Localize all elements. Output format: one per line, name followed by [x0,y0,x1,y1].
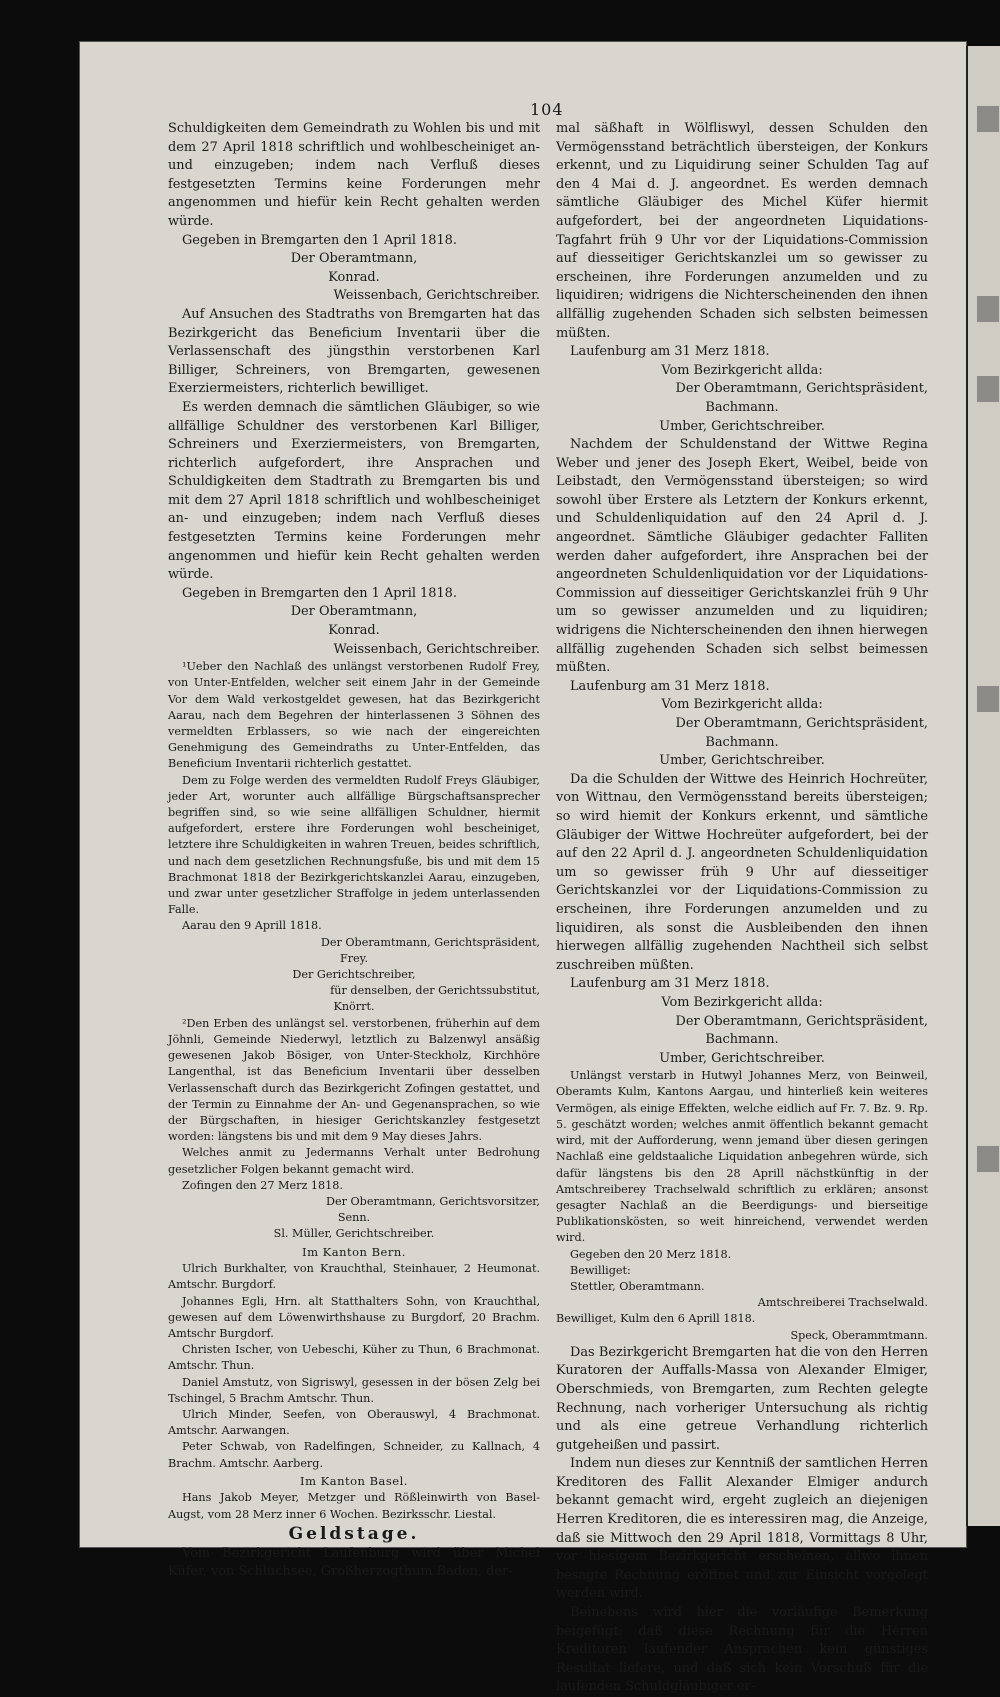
left-column-paragraph: Der Gerichtschreiber, [292,968,416,982]
right-column-paragraph: Laufenburg am 31 Merz 1818. [570,344,770,360]
right-column-paragraph: Der Oberamtmann, Gerichtspräsident, [675,716,928,731]
left-column-paragraph: ²Den Erben des unlängst sel. verstorbenen, früherhin auf dem Jöhnli, Gemeinde Niederwyl, letztlich zu Balzenwyl ansäßig gewesenen Jakob Bösiger, von Unter-Steckholz, Kirchhöre Langenthal, ist das Beneficium Inventarii über desselben Verlassenschaft durch das Bezirkgericht Zofingen gestattet, und der Termin zu Einnahme der An- und Gegenansprachen, so wie der Bürgschaften, in hiesiger Gerichtskanzley festgesetzt worden: längstens bis und mit dem 9 May dieses Jahrs. [168,1016,540,1144]
left-column-paragraph: Hans Jakob Meyer, Metzger und Rößleinwirth von Basel-Augst, vom 28 Merz inner 6 Wochen. Bezirksschr. Liestal. [168,1491,540,1521]
left-column-paragraph: Aarau den 9 Aprill 1818. [182,919,322,933]
left-column-paragraph: Gegeben in Bremgarten den 1 April 1818. [182,585,457,601]
right-column-paragraph: Vom Bezirkgericht allda: [661,994,823,1010]
left-column-paragraph: Daniel Amstutz, von Sigriswyl, gesessen in der bösen Zelg bei Tschingel, 5 Brachm Amtschr. Thun. [168,1375,540,1405]
right-column-paragraph: Speck, Oberammtmann. [790,1328,928,1342]
left-column-paragraph: für denselben, der Gerichtssubstitut, [330,984,540,998]
right-column-paragraph: Der Oberamtmann, Gerichtspräsident, [675,1013,928,1029]
right-column-paragraph: Da die Schulden der Wittwe des Heinrich Hochreüter, von Wittnau, den Vermögensstand bereits übersteigen; so wird hiemit der Konkurs erkennt, und sämtliche Gläubiger der Wittwe Hochreüter aufgefordert, bei der auf den 22 April d. J. angeordneten Schuldenliquidation um so gewisser früh 9 Uhr auf diesseitiger Gerichtskanzlei vor der Liquidations-Commission zu erscheinen, ihre Forderungen anzumelden und zu liquidiren, als sonst die Ausbleibenden den ihnen hierwegen allfällig zugehenden Nachtheil sich selbst zuschreiben müßten. [556,771,928,973]
left-column-paragraph: ¹Ueber den Nachlaß des unlängst verstorbenen Rudolf Frey, von Unter-Entfelden, welcher seit einem Jahr in der Gemeinde Vor dem Wald verkostgeldet gewesen, hat das Bezirkgericht Aarau, nach dem Begehren der hinterlassenen 3 Söhnen des vermeldten Erblassers, so wie nach der eingereichten Genehmigung des Gemeindraths zu Unter-Entfelden, das Beneficium Inventarii richterlich gestattet. [168,660,540,771]
left-column-paragraph: Weissenbach, Gerichtschreiber. [333,641,540,657]
strip-mark [977,686,999,712]
left-column-paragraph: Vom Bezirkgericht Laufenburg wird über Michel Küfer, von Schluchsee, Großherzogthum Baden, der- [168,1545,540,1580]
left-column-paragraph: Im Kanton Bern. [302,1244,406,1259]
left-column-paragraph: Ulrich Minder, Seefen, von Oberauswyl, 4 Brachmonat. Amtschr. Aarwangen. [168,1407,540,1438]
right-column-paragraph: Umber, Gerichtschreiber. [659,1050,825,1066]
left-column-paragraph: Im Kanton Basel. [300,1473,408,1488]
left-column-paragraph: Knörrt. [333,1000,375,1014]
right-column-paragraph: Gegeben den 20 Merz 1818. [570,1247,732,1261]
right-column-paragraph: mal säßhaft in Wölfliswyl, dessen Schulden den Vermögensstand beträchtlich übersteigen, der Konkurs erkennt, und zu Liquidirung seiner Schulden Tag auf den 4 Mai d. J. angeordnet. Es werden demnach sämtliche Gläubiger des Michel Küfer hiermit aufgefordert, bei der angeordneten Liquidations-Tagfahrt früh 9 Uhr vor der Liquidations-Commission auf diesseitiger Gerichtskanzlei um so gewisser zu erscheinen, ihre Forderungen anzumelden und zu liquidiren; widrigens die Nichterscheinenden den ihnen allfällig zugehenden Schaden sich selbsten beimessen müßten. [556,121,928,341]
left-column-paragraph: Ulrich Burkhalter, von Krauchthal, Steinhauer, 2 Heumonat. Amtschr. Burgdorf. [168,1262,540,1292]
left-column-paragraph: Der Oberamtmann, Gerichtsvorsitzer, [326,1194,540,1208]
right-column-paragraph: Bachmann. [705,1032,779,1048]
left-column-paragraph: Der Oberamtmann, [290,604,418,620]
right-column-paragraph: Bewilliget: [570,1263,631,1277]
adjacent-page-edge [966,46,1000,1526]
right-column-paragraph: Vom Bezirkgericht allda: [661,362,823,378]
right-column-paragraph: Vom Bezirkgericht allda: [661,697,823,713]
left-column-paragraph: Frey. [339,951,369,965]
strip-mark [977,106,999,132]
left-column-paragraph: Geldstage. [288,1523,420,1544]
strip-mark [977,296,999,322]
left-column-paragraph: Sl. Müller, Gerichtschreiber. [273,1227,435,1241]
left-column-paragraph: Dem zu Folge werden des vermeldten Rudolf Freys Gläubiger, jeder Art, worunter auch allfällige Bürgschaftsansprecher begriffen sind, so wie seine allfälligen Schuldner, hiermit aufgefordert, erstere ihre Forderungen wohl bescheiniget, letztere ihre Schuldigkeiten in wahren Treuen, beides schriftlich, und nach dem gesetzlichen Rechnungsfuße, bis und mit dem 15 Brachmonat 1818 der Bezirkgerichtskanzlei Aarau, einzugeben, und zwar unter gesetzlicher Straffolge in jedem unterlassenden Falle. [168,773,540,917]
left-column-paragraph: Christen Ischer, von Uebeschi, Küher zu Thun, 6 Brachmonat. Amtschr. Thun. [168,1343,540,1373]
left-column-paragraph: Peter Schwab, von Radelfingen, Schneider, zu Kallnach, 4 Brachm. Amtschr. Aarberg. [168,1440,540,1470]
right-column-paragraph: Stettler, Oberamtmann. [570,1279,705,1293]
strip-mark [977,1146,999,1172]
left-column-paragraph: Es werden demnach die sämtlichen Gläubiger, so wie allfällige Schuldner des verstorbenen Karl Billiger, Schreiners und Exerziermeisters, von Bremgarten, richterlich aufgefordert, ihre Ansprachen und Schuldigkeiten dem Stadtrath zu Bremgarten bis und mit dem 27 April 1818 schriftlich und wohlbescheiniget an- und einzugeben; indem nach Verfluß dieses festgesetzten Termins keine Forderungen mehr angenommen und hiefür kein Recht gehalten werden würde. [168,399,540,583]
left-column-paragraph: Der Oberamtmann, Gerichtspräsident, [320,935,540,949]
left-column-paragraph: Weissenbach, Gerichtschreiber. [333,288,540,304]
right-column-paragraph: Indem nun dieses zur Kenntniß der samtlichen Herren Kreditoren des Fallit Alexander Elmiger andurch bekannt gemacht wird, ergeht zugleich an diejenigen Herren Kreditoren, die es interessiren mag, die Anzeige, daß sie Mittwoch den 29 April 1818, Vormittags 8 Uhr, vor hiesigem Bezirkgericht erscheinen, allwo ihnen besagte Rechnung eröffnet und zur Einsicht vorgelegt werden wird. [556,1456,928,1602]
right-column [556,120,928,1697]
right-column-paragraph: Bachmann. [705,399,779,415]
left-column-paragraph: Auf Ansuchen des Stadtraths von Bremgarten hat das Bezirkgericht das Beneficium Inventarii über die Verlassenschaft des jüngsthin verstorbenen Karl Billiger, Schreiners, von Bremgarten, gewesenen Exerziermeisters, richterlich bewilliget. [168,306,540,397]
left-column-paragraph: Der Oberamtmann, [290,251,418,267]
right-column-paragraph: Unlängst verstarb in Hutwyl Johannes Merz, von Beinweil, Oberamts Kulm, Kantons Aargau, und hinterließ kein weiteres Vermögen, als einige Effekten, welche eidlich auf Fr. 7. Bz. 9. Rp. 5. geschätzt worden; welches anmit öffentlich bekannt gemacht wird, mit der Aufforderung, wenn jemand über diesen geringen Nachlaß eine geldstaaliche Liquidation anbegehren würde, sich dafür längstens bis den 28 Aprill nächstkünftig in der Amtschreiberey Trachselwald schriftlich zu erklären; ansonst gesagter Nachlaß an die Beerdigungs- und bierseitige Publikationskösten, so weit hinreichend, verwendet werden wird. [556,1069,928,1245]
left-column-paragraph: Senn. [337,1211,371,1225]
left-column-paragraph: Johannes Egli, Hrn. alt Statthalters Sohn, von Krauchthal, gewesen auf dem Löwenwirthshause zu Burgdorf, 20 Brachm. Amtschr Burgdorf. [168,1294,540,1340]
left-column-paragraph: Zofingen den 27 Merz 1818. [182,1178,343,1192]
right-column-paragraph: Nachdem der Schuldenstand der Wittwe Regina Weber und jener des Joseph Ekert, Weibel, beide von Leibstadt, den Vermögensstand übersteigen; so wird sowohl über Erstere als Letztern der Konkurs erkennt, und Schuldenliquidation auf den 24 April d. J. angeordnet. Sämtliche Gläubiger gedachter Falliten werden daher aufgefordert, ihre Ansprachen bei der angeordneten Schuldenliquidation vor der Liquidations-Commission auf diesseitiger Gerichtskanzlei früh 9 Uhr um so gewisser anzumelden und zu liquidiren; widrigens die Nichterscheinenden den ihnen hierwegen allfällig zugehenden Schaden sich selbst beimessen müßten. [556,437,928,676]
left-column-paragraph: Konrad. [328,269,380,285]
right-column-paragraph: Umber, Gerichtschreiber. [659,753,825,769]
page-number: 104 [530,100,564,119]
right-column-paragraph: Laufenburg am 31 Merz 1818. [570,678,770,694]
right-column-paragraph: Bewilliget, Kulm den 6 Aprill 1818. [556,1312,756,1326]
right-column-paragraph: Umber, Gerichtschreiber. [659,418,825,434]
right-column-paragraph: Laufenburg am 31 Merz 1818. [570,976,770,992]
strip-mark [977,376,999,402]
right-column-paragraph: Der Oberamtmann, Gerichtspräsident, [675,381,928,397]
left-column-paragraph: Gegeben in Bremgarten den 1 April 1818. [182,232,457,248]
right-column-paragraph: Amtschreiberei Trachselwald. [757,1296,928,1310]
left-column [168,120,540,1582]
right-column-paragraph: Beinebens wird hier die vorläufige Bemerkung beigefügt: daß diese Rechnung für die Herren Kreditoren laufender Ansprachen kein günstiges Resultat liefere, und daß sich kein Vorschuß für die laufenden Schuldgläubiger er- [556,1605,928,1695]
left-column-paragraph: Schuldigkeiten dem Gemeindrath zu Wohlen bis und mit dem 27 April 1818 schriftlich und wohlbescheiniget an- und einzugeben; indem nach Verfluß dieses festgesetzten Termins keine Forderungen mehr angenommen und hiefür kein Recht gehalten werden würde. [168,121,540,229]
left-column-paragraph: Welches anmit zu Jedermanns Verhalt unter Bedrohung gesetzlicher Folgen bekannt gemacht wird. [168,1146,540,1176]
right-column-paragraph: Bachmann. [705,734,779,750]
right-column-paragraph: Das Bezirkgericht Bremgarten hat die von den Herren Kuratoren der Auffalls-Massa von Alexander Elmiger, Oberschmieds, von Bremgarten, zum Rechten gelegte Rechnung, nach vorheriger Untersuchung als richtig und als eine getreue Verhandlung richterlich gutgeheißen und passirt. [556,1344,928,1453]
left-column-paragraph: Konrad. [328,623,380,639]
